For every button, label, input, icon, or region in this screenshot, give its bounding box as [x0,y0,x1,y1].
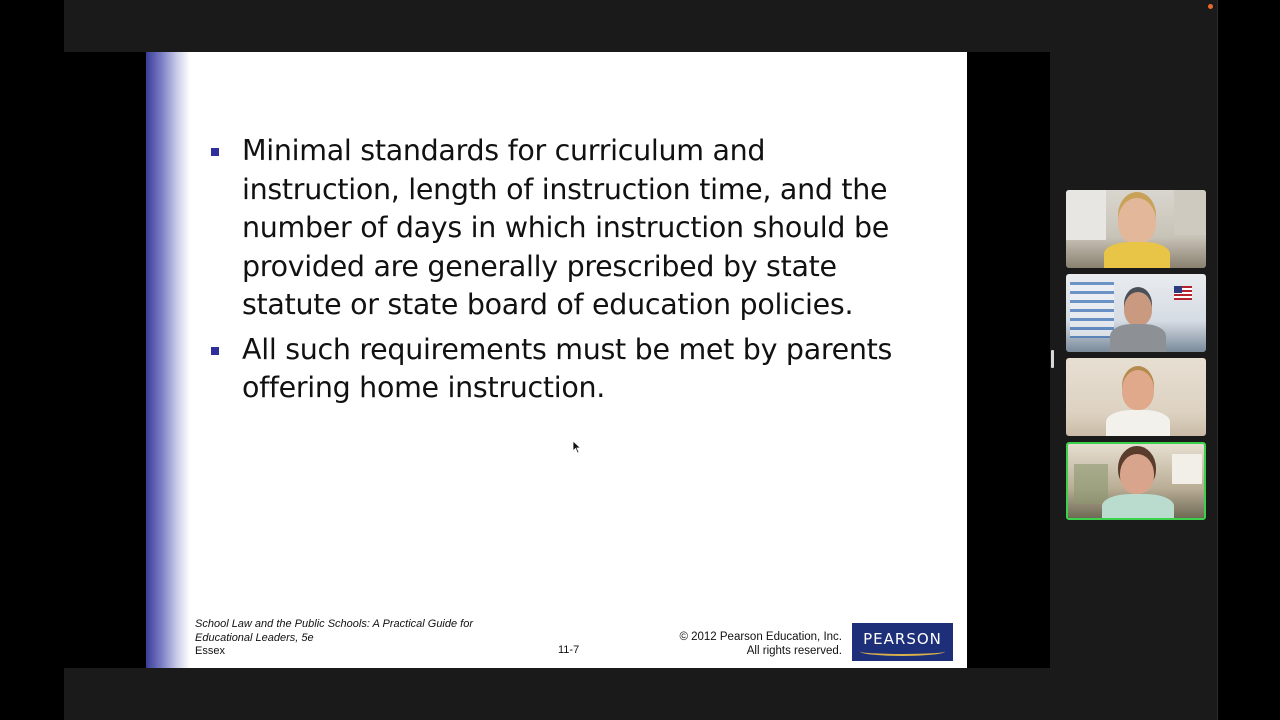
participant-video-2-icon [1124,292,1152,326]
participant-tile[interactable] [1066,358,1206,436]
square-bullet-icon [211,148,219,156]
slide-page-number: 11-7 [558,644,580,656]
pearson-swoosh-icon [860,647,945,656]
bullet-text: Minimal standards for curriculum and instruction, length of instruction time, and the number of days in which instruction should be provided are generally prescribed by state statute or state board of education policies. [242,134,889,321]
pearson-logo-text: PEARSON [863,630,942,648]
recording-indicator-icon [1208,4,1213,9]
participant-gallery [1066,190,1206,526]
bullet-text: All such requirements must be met by parents offering home instruction. [242,332,893,404]
mouse-cursor-icon [572,440,582,454]
meeting-bottom-bar [64,668,1216,720]
slide-bullet [204,331,924,408]
slide-bullet-list [204,132,924,414]
participant-video-4-icon [1120,454,1154,494]
participant-tile[interactable] [1066,190,1206,268]
slide-footer-source [195,618,515,659]
participant-tile[interactable] [1066,274,1206,352]
copyright-line-1: © 2012 Pearson Education, Inc. [679,631,842,643]
participant-video-1-icon [1118,198,1156,244]
participant-tile-active-speaker[interactable] [1066,442,1206,520]
meeting-top-bar [64,0,1216,52]
book-author: Essex [195,645,225,657]
pearson-logo [852,623,953,661]
shared-slide [146,52,967,668]
participant-video-3-icon [1122,370,1154,410]
flag-icon [1174,286,1192,300]
slide-copyright [666,630,842,658]
book-title-line-2: Educational Leaders, 5e [195,631,314,644]
book-title-line-1: School Law and the Public Schools: A Practical Guide for [195,618,474,630]
panel-resize-handle[interactable] [1051,350,1054,368]
slide-side-gradient [146,52,190,668]
copyright-line-2: All rights reserved. [746,645,842,657]
square-bullet-icon [211,347,219,355]
slide-bullet [204,132,924,325]
